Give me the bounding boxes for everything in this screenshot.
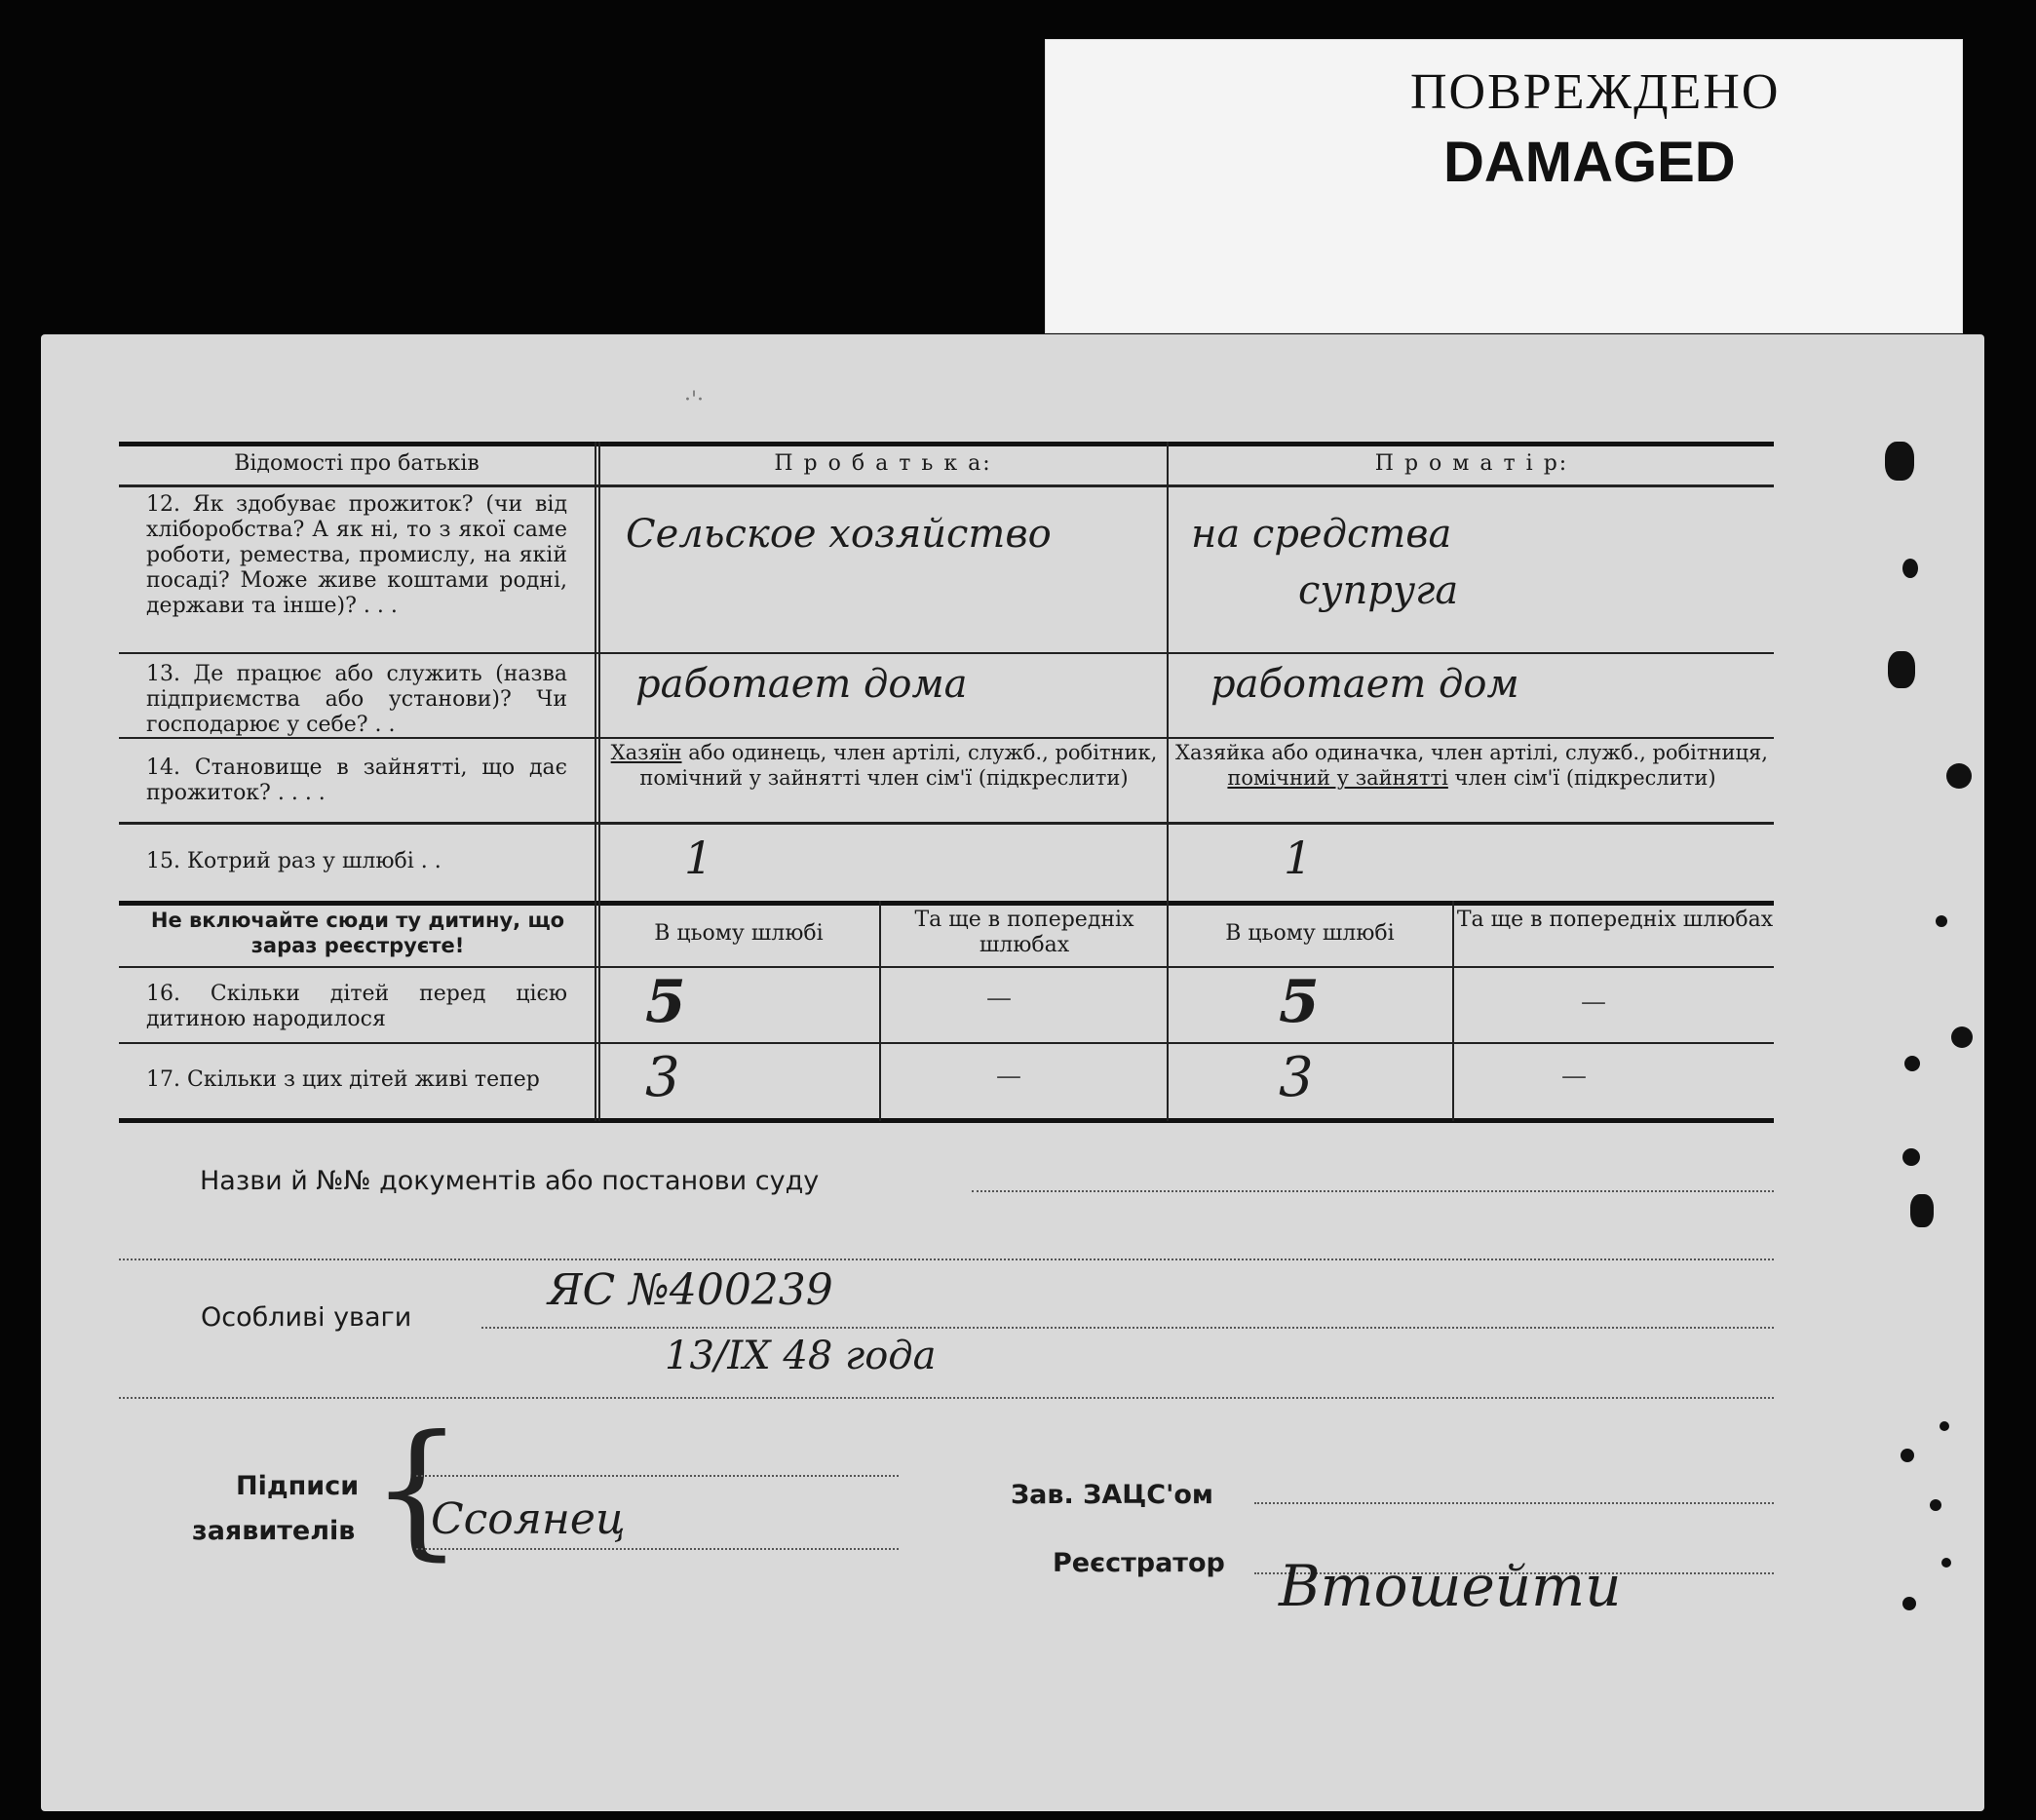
father-previous-header: Та ще в попередніх шлюбах (914, 908, 1134, 957)
header-father: П р о б а т ь к а: (774, 451, 992, 476)
q14-mother-options (1173, 740, 1770, 791)
q12-mother-answer-2: супруга (1298, 568, 1459, 613)
registration-card (41, 334, 1984, 1811)
father-this-marriage-header: В цьому шлюбі (654, 921, 824, 946)
mother-this-marriage-header: В цьому шлюбі (1225, 921, 1395, 946)
notes-handwritten-2: 13/IX 48 года (665, 1334, 937, 1378)
table-vline-2 (1167, 442, 1169, 1121)
notes-line-2 (119, 1397, 1774, 1399)
binder-hole (1902, 1597, 1916, 1610)
q12-father-answer: Сельское хозяйство (626, 512, 1052, 557)
damaged-label-ru: ПОВРЕЖДЕНО (1410, 64, 1781, 120)
q16-father-this: 5 (645, 968, 686, 1036)
q15-father-answer: 1 (684, 832, 713, 884)
binder-hole (1940, 1421, 1949, 1431)
q12-mother-answer-1: на средства (1191, 512, 1452, 557)
q16-label: 16. Скільки дітей перед цією дитиною народилося (146, 982, 567, 1031)
q17-father-this: 3 (645, 1046, 680, 1109)
binder-hole (1902, 559, 1918, 578)
q17-father-prev: — (996, 1062, 1021, 1091)
q17-mother-prev: — (1561, 1062, 1587, 1091)
head-zags-line (1254, 1502, 1774, 1504)
q14-mother-pre: Хазяйка або одиначка, член артілі, служб., робітниця, (1175, 741, 1768, 764)
binder-hole (1910, 1194, 1934, 1227)
applicants-label-1: Підписи (236, 1471, 360, 1501)
documents-line-2 (119, 1259, 1774, 1260)
q17-label: 17. Скільки з цих дітей живі тепер (146, 1067, 540, 1092)
binder-hole (1888, 651, 1915, 688)
head-zags-label: Зав. ЗАЦС'ом (1011, 1480, 1213, 1510)
damaged-label-en: DAMAGED (1443, 131, 1736, 194)
q13-label: 13. Де працює або служить (назва підприємства або установи)? Чи господарює у себе? . . (146, 662, 567, 737)
table-rule-16 (119, 1042, 1774, 1044)
mother-previous-header: Та ще в попередніх шлюбах (1456, 908, 1774, 932)
notes-handwritten-1: ЯС №400239 (548, 1265, 833, 1315)
table-rule-15 (119, 901, 1774, 906)
q12-label: 12. Як здобуває прожиток? (чи від хліборобства? А як ні, то з якої саме роботи, ремества, промислу, на якій посаді? Може живе коштами родні, держави та інше)? . . . (146, 492, 567, 618)
q14-label: 14. Становище в зайнятті, що дає прожиток? . . . . (146, 755, 567, 805)
binder-hole (1901, 1449, 1914, 1462)
header-mother: П р о м а т і р: (1374, 451, 1569, 476)
q16-mother-prev: — (1581, 987, 1606, 1017)
table-rule-14 (119, 822, 1774, 825)
q13-mother-answer: работает дом (1210, 662, 1519, 707)
q16-father-prev: — (986, 984, 1012, 1013)
q14-mother-rest: член сім'ї (підкреслити) (1447, 766, 1716, 790)
notes-line-1 (481, 1327, 1774, 1329)
table-header-rule (119, 484, 1774, 487)
q14-father-underlined: Хазяїн (610, 741, 682, 764)
q13-father-answer: работает дома (635, 662, 968, 707)
binder-hole (1904, 1056, 1920, 1071)
applicants-label-2: заявителів (192, 1516, 356, 1546)
table-vline-1b (598, 442, 600, 1121)
damaged-label-card (1045, 39, 1963, 333)
applicant-signature: Ссоянец (431, 1494, 626, 1544)
binder-hole (1946, 763, 1972, 789)
table-vline-3 (879, 901, 881, 1121)
binder-hole (1951, 1026, 1973, 1048)
binder-hole (1902, 1148, 1920, 1166)
q16-mother-this: 5 (1279, 968, 1320, 1036)
binder-hole (1930, 1499, 1941, 1511)
q14-father-rest: або одинець, член артілі, служб., робітник, помічний у зайнятті член сім'ї (підкреслити) (639, 741, 1158, 790)
binder-hole (1936, 915, 1947, 927)
applicant-sig-line-2 (416, 1548, 899, 1550)
q14-father-options (606, 740, 1162, 791)
binder-hole (1941, 1558, 1951, 1568)
page-mark: ·'· (684, 388, 705, 412)
applicant-sig-line-1 (416, 1475, 899, 1477)
table-vline-4 (1452, 901, 1454, 1121)
documents-label: Назви й №№ документів або постанови суду (200, 1166, 820, 1196)
applicants-brace: { (370, 1405, 464, 1574)
documents-line-1 (972, 1190, 1774, 1192)
binder-hole (1885, 442, 1914, 481)
table-rule-children-header (119, 966, 1774, 968)
registrar-signature: Втошейти (1279, 1553, 1622, 1619)
table-bottom-rule (119, 1118, 1774, 1123)
header-info: Відомості про батьків (234, 451, 480, 476)
q15-mother-answer: 1 (1284, 832, 1313, 884)
table-rule-12 (119, 652, 1774, 654)
children-note: Не включайте сюди ту дитину, що зараз реєструєте! (150, 909, 565, 957)
table-vline-1 (595, 442, 596, 1121)
q15-label: 15. Котрий раз у шлюбі . . (146, 849, 442, 873)
registrar-label: Реєстратор (1053, 1548, 1225, 1578)
q17-mother-this: 3 (1279, 1046, 1314, 1109)
notes-label: Особливі уваги (201, 1302, 412, 1333)
q14-mother-underlined: помічний у зайнятті (1227, 766, 1448, 790)
table-top-rule (119, 442, 1774, 446)
